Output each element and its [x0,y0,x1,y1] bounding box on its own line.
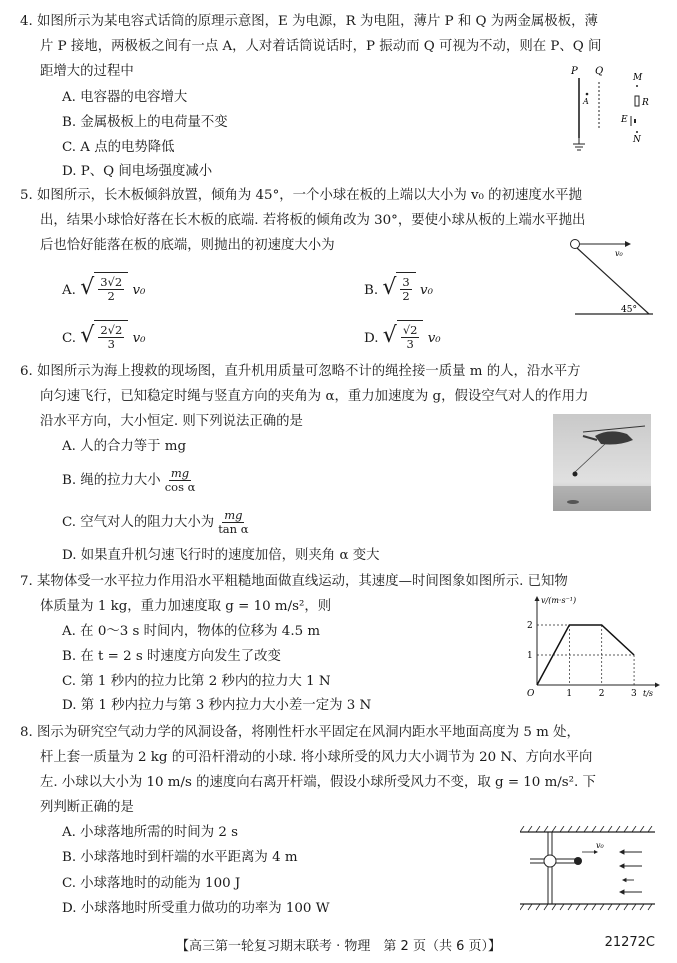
q8-line-2: 杆上套一质量为 2 kg 的可沿杆滑动的小球. 将小球所受的风力大小调节为 20 N、方向水平向 [40,750,593,765]
q5-b-v0: v₀ [420,283,433,298]
q5-b-label: B. [364,283,379,298]
fig-a-label: A [583,97,589,106]
q4-option-a: A. 电容器的电容增大 [62,90,188,105]
q8-wind-tunnel-figure [520,826,655,916]
q6-helicopter-photo [553,414,651,511]
y-tick-label: 1 [527,651,533,661]
y-tick-label: 2 [527,621,533,631]
q6-option-d: D. 如果直升机匀速飞行时的速度加倍，则夹角 α 变大 [62,548,380,563]
fig-angle-label: 45° [621,305,637,315]
q6-c-den: tan α [218,522,249,536]
q5-line-2: 出，结果小球恰好落在长木板的底端. 若将板的倾角改为 30°，要使小球从板的上端水平抛出 [40,213,586,228]
origin-label: O [527,689,535,697]
q5-a-label: A. [62,283,76,298]
q6-c-num: mg [224,508,243,522]
fig-m-label: M [633,73,643,83]
q6-line-2: 向匀速飞行，已知稳定时绳与竖直方向的夹角为 α，重力加速度为 g，假设空气对人的作用力 [40,389,589,404]
q4-line-1: 4. 如图所示为某电容式话筒的原理示意图，E 为电源，R 为电阻，薄片 P 和 Q 为两金属极板，薄 [20,14,598,29]
fig-r-label: R [642,98,649,108]
q8-line-3: 左. 小球以大小为 10 m/s 的速度向右离开杆端，假设小球所受风力不变，取 g = 10 m/s². 下 [40,775,596,790]
q5-d-num: √2 [402,322,418,337]
q6-line-1: 6. 如图所示为海上搜救的现场图，直升机用质量可忽略不计的绳拴接一质量 m 的人，沿水平方 [20,364,581,379]
fig-e-label: E [621,115,628,125]
q8-option-d: D. 小球落地时所受重力做功的功率为 100 W [62,901,330,916]
q5-option-a: A. √ $\frac{3√2}{2}$ v₀ [62,272,145,307]
q8-line-1: 8. 图示为研究空气动力学的风洞设备，将刚性杆水平固定在风洞内距水平地面高度为 5 m 处， [20,725,580,740]
q8-option-c: C. 小球落地时的动能为 100 J [62,876,241,891]
x-tick-label: 1 [566,689,573,697]
q6-option-a: A. 人的合力等于 mg [62,439,187,454]
q5-d-label: D. [364,331,379,346]
x-axis-arrow [655,683,660,688]
q5-c-v0: v₀ [132,331,146,346]
exam-code: 21272C [604,935,655,950]
q7-option-b: B. 在 t = 2 s 时速度方向发生了改变 [62,649,281,664]
q4-circuit-figure [565,60,655,155]
x-tick-label: 3 [631,689,637,697]
q6-line-3: 沿水平方向，大小恒定. 则下列说法正确的是 [40,414,303,429]
q5-a-den: 2 [107,288,115,303]
q5-c-num: 2√2 [100,322,123,337]
q6-c-text: C. 空气对人的阻力大小为 [62,515,215,530]
page-footer: 【高三第一轮复习期末联考 · 物理 第 2 页（共 6 页）】 [176,939,501,954]
q5-b-den: 2 [402,288,410,303]
q7-line-2: 体质量为 1 kg，重力加速度取 g = 10 m/s²，则 [40,599,332,614]
q8-option-a: A. 小球落地所需的时间为 2 s [62,825,238,840]
x-tick-label: 2 [598,689,605,697]
q4-line-2: 片 P 接地，两极板之间有一点 A，人对着话筒说话时，P 振动而 Q 可视为不动，则在 P、Q 间 [40,39,602,54]
chart-guides [537,625,634,685]
q8-line-4: 列判断正确的是 [40,800,134,815]
q7-option-c: C. 第 1 秒内的拉力比第 2 秒内的拉力大 1 N [62,674,331,689]
q5-incline-figure [565,234,655,319]
q5-d-den: 3 [406,336,414,351]
q4-option-d: D. P、Q 间电场强度减小 [62,164,213,179]
q5-a-v0: v₀ [132,283,146,298]
fig-v0-label: v₀ [615,249,623,258]
q7-option-a: A. 在 0～3 s 时间内，物体的位移为 4.5 m [62,624,321,639]
q5-d-v0: v₀ [427,331,441,346]
q6-b-den: cos α [164,480,196,494]
fig-v0-label-q8: v₀ [596,841,604,850]
q5-a-num: 3√2 [100,274,123,289]
fig-p-label: P [571,66,578,77]
y-axis-arrow [535,596,540,601]
q5-b-num: 3 [402,274,410,289]
q5-line-3: 后也恰好能落在板的底端，则抛出的初速度大小为 [40,238,335,253]
q5-option-b: B. √ $\frac{3}{2}$ v₀ [364,272,433,307]
q5-c-label: C. [62,331,77,346]
q7-option-d: D. 第 1 秒内拉力与第 3 秒内拉力大小差一定为 3 N [62,698,372,713]
chart-labels [527,596,653,697]
q5-c-den: 3 [107,336,115,351]
q4-line-3: 距增大的过程中 [40,64,134,79]
q6-option-b [62,466,199,496]
x-axis-label: t/s [643,689,654,697]
q7-velocity-time-chart [515,595,665,697]
q5-option-d: D. √ $\frac{√2}{3}$ v₀ [364,320,441,355]
q5-line-1: 5. 如图所示，长木板倾斜放置，倾角为 45°，一个小球在板的上端以大小为 v₀ 的初速度水平抛 [20,188,582,203]
fig-n-label: N [633,135,641,145]
q4-option-c: C. A 点的电势降低 [62,140,175,155]
q6-option-c [62,508,253,538]
q7-line-1: 7. 某物体受一水平拉力作用沿水平粗糙地面做直线运动，其速度—时间图象如图所示. 已知物 [20,574,568,589]
fig-q-label: Q [595,66,604,77]
q4-option-b: B. 金属极板上的电荷量不变 [62,115,228,130]
q6-b-num: mg [170,466,190,480]
q5-option-c: C. √ $\frac{2√2}{3}$ v₀ [62,320,146,355]
chart-axes [535,596,661,688]
q6-b-text: B. 绳的拉力大小 [62,473,161,488]
q8-option-b: B. 小球落地时到杆端的水平距离为 4 m [62,850,298,865]
y-axis-label: v/(m·s⁻¹) [541,596,577,605]
